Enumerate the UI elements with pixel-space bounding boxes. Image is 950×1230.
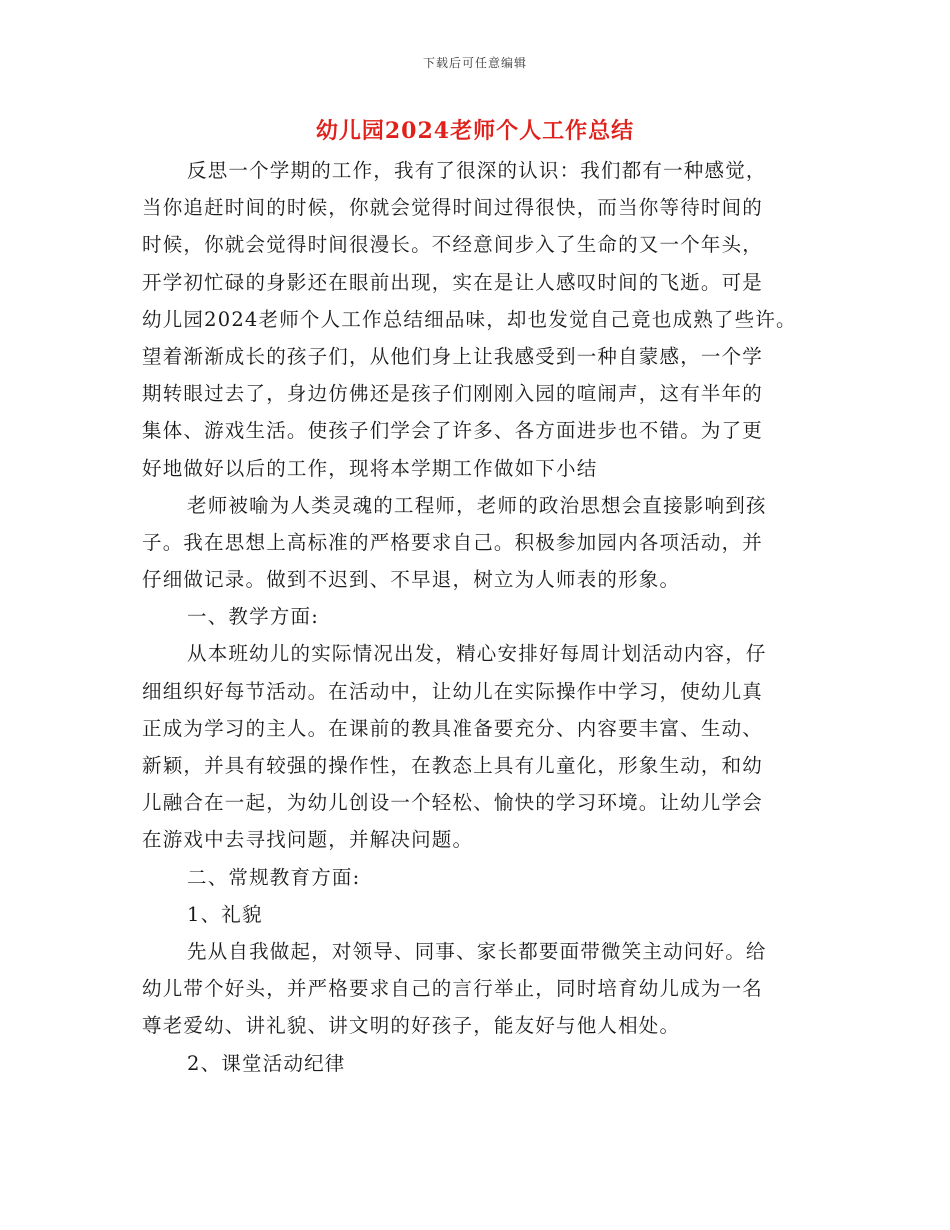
text-line: 从本班幼儿的实际情况出发，精心安排好每周计划活动内容，仔 bbox=[187, 642, 767, 666]
text-line: 幼儿带个好头，并严格要求自己的言行举止，同时培育幼儿成为一名 bbox=[142, 977, 764, 1001]
text-line: 期转眼过去了，身边仿佛还是孩子们刚刚入园的喧闹声，这有半年的 bbox=[142, 382, 764, 406]
text-line: 子。我在思想上高标准的严格要求自己。积极参加园内各项活动，并 bbox=[142, 530, 764, 554]
text-line: 在游戏中去寻找问题，并解决问题。 bbox=[142, 828, 474, 852]
text-line: 幼儿园2024老师个人工作总结细品味，却也发觉自己竟也成熟了些许。 bbox=[142, 307, 797, 331]
text-line: 当你追赶时间的时候，你就会觉得时间过得很快，而当你等待时间的 bbox=[142, 196, 764, 220]
header-note: 下载后可任意编辑 bbox=[422, 56, 527, 70]
document-body bbox=[142, 152, 822, 1082]
text-line: 1、礼貌 bbox=[187, 902, 263, 926]
text-line: 反思一个学期的工作，我有了很深的认识：我们都有一种感觉， bbox=[187, 159, 767, 182]
text-line: 细组织好每节活动。在活动中，让幼儿在实际操作中学习，使幼儿真 bbox=[142, 679, 764, 703]
text-line: 新颖，并具有较强的操作性，在教态上具有儿童化，形象生动，和幼 bbox=[142, 754, 764, 777]
text-line: 先从自我做起，对领导、同事、家长都要面带微笑主动问好。给 bbox=[187, 939, 767, 963]
document-title: 幼儿园2024老师个人工作总结 bbox=[315, 118, 635, 144]
text-line: 儿融合在一起，为幼儿创设一个轻松、愉快的学习环境。让幼儿学会 bbox=[142, 791, 764, 815]
text-line: 一、教学方面: bbox=[187, 605, 319, 629]
text-line: 望着渐渐成长的孩子们，从他们身上让我感受到一种自蒙感，一个学 bbox=[142, 344, 764, 368]
text-line: 尊老爱幼、讲礼貌、讲文明的好孩子，能友好与他人相处。 bbox=[142, 1014, 681, 1038]
text-line: 2、课堂活动纪律 bbox=[187, 1051, 346, 1075]
text-line: 正成为学习的主人。在课前的教具准备要充分、内容要丰富、生动、 bbox=[142, 716, 764, 740]
text-line: 开学初忙碌的身影还在眼前出现，实在是让人感叹时间的飞逝。可是 bbox=[142, 270, 764, 294]
text-line: 仔细做记录。做到不迟到、不早退，树立为人师表的形象。 bbox=[142, 568, 681, 592]
text-line: 老师被喻为人类灵魂的工程师，老师的政治思想会直接影响到孩 bbox=[187, 493, 767, 517]
text-line: 好地做好以后的工作，现将本学期工作做如下小结 bbox=[142, 456, 598, 480]
text-line: 集体、游戏生活。使孩子们学会了许多、各方面进步也不错。为了更 bbox=[142, 419, 764, 443]
text-line: 时候，你就会觉得时间很漫长。不经意间步入了生命的又一个年头， bbox=[142, 233, 764, 257]
text-line: 二、常规教育方面: bbox=[187, 865, 361, 889]
